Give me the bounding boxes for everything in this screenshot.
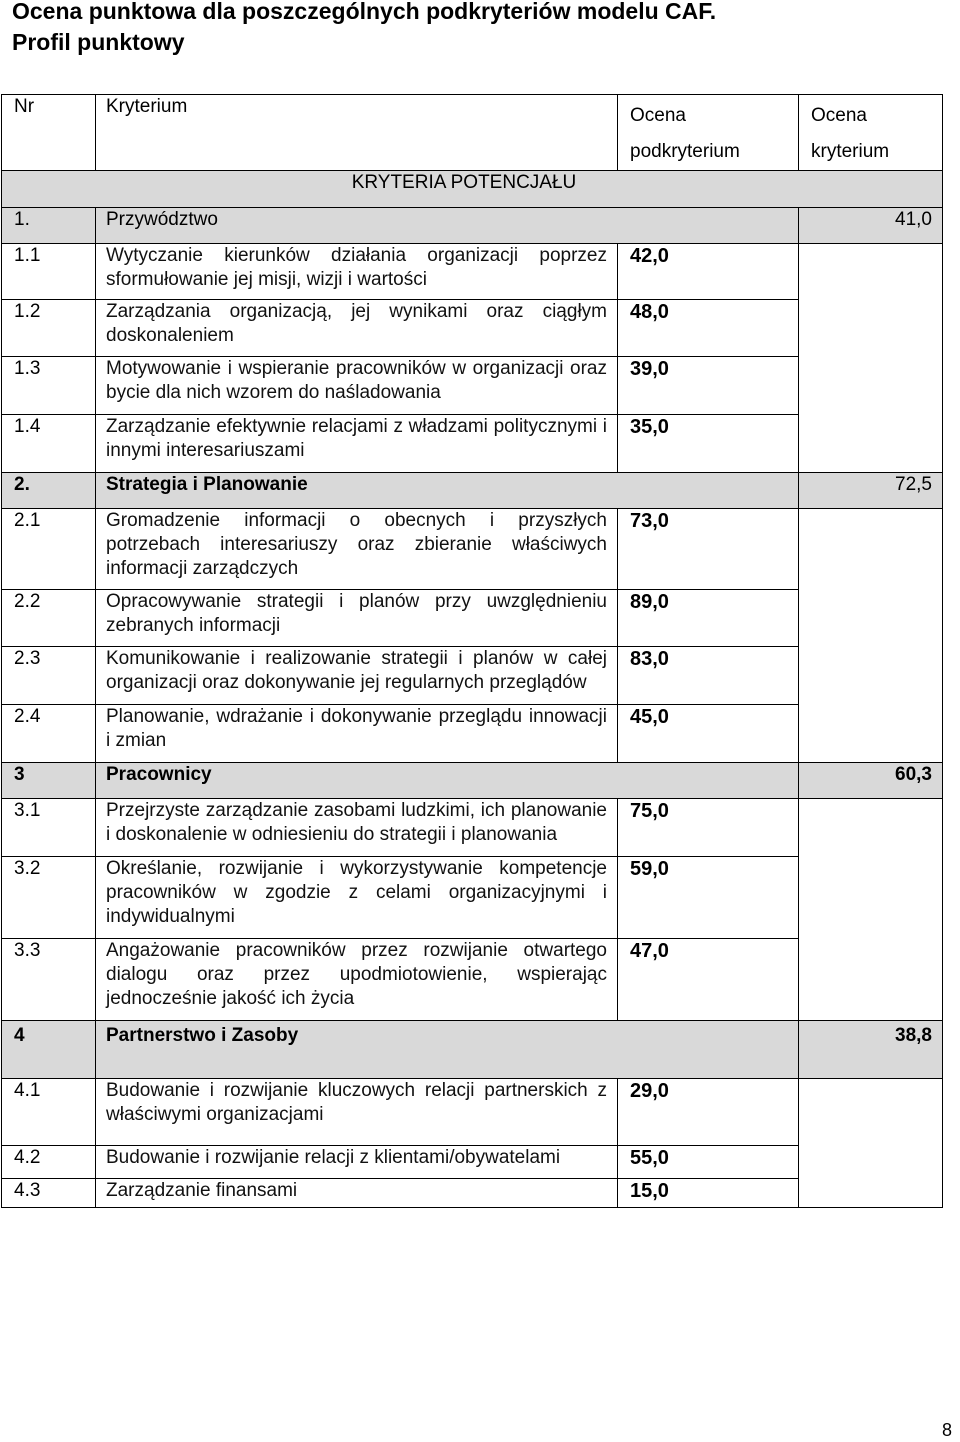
- subcriterion-number: 3.1: [2, 799, 96, 857]
- subcriterion-score: 35,0: [618, 415, 799, 473]
- potential-criteria-text: KRYTERIA POTENCJAŁU: [351, 172, 577, 193]
- title-line-2: Profil punktowy: [12, 29, 185, 55]
- criterion-score-cell: [799, 647, 943, 705]
- potential-criteria-label: [2, 171, 943, 208]
- criterion-score-cell: [799, 244, 943, 300]
- subcriterion-number: 4.2: [2, 1146, 96, 1179]
- subcriterion-score: 39,0: [618, 357, 799, 415]
- subcriterion-score: 47,0: [618, 939, 799, 1021]
- subcriterion-row: [2, 799, 943, 857]
- subcriterion-row: [2, 939, 943, 1021]
- section-score: 72,5: [799, 473, 943, 509]
- section-number: 4: [2, 1021, 96, 1079]
- criterion-score-cell: [799, 415, 943, 473]
- subcriterion-score: 29,0: [618, 1079, 799, 1146]
- subcriterion-score: 89,0: [618, 590, 799, 647]
- subcriterion-row: [2, 1146, 943, 1179]
- subcriterion-row: [2, 857, 943, 939]
- subcriterion-row: [2, 357, 943, 415]
- criterion-score-cell: [799, 705, 943, 763]
- subcriterion-name: Angażowanie pracowników przez rozwijanie otwartego dialogu oraz przez upodmiotowienie, wspierając jednocześnie jakość ich życia: [96, 939, 618, 1021]
- subcriterion-name: Planowanie, wdrażanie i dokonywanie przeglądu innowacji i zmian: [96, 705, 618, 763]
- caf-score-table: [1, 94, 943, 1208]
- subcriterion-score: 75,0: [618, 799, 799, 857]
- subcriterion-number: 2.2: [2, 590, 96, 647]
- subcriterion-row: [2, 1079, 943, 1146]
- section-name: Przywództwo: [96, 208, 799, 244]
- section-number: 2.: [2, 473, 96, 509]
- subcriterion-name: Przejrzyste zarządzanie zasobami ludzkimi, ich planowanie i doskonalenie w odniesieniu do strategii i planowania: [96, 799, 618, 857]
- subcriterion-name: Opracowywanie strategii i planów przy uwzględnieniu zebranych informacji: [96, 590, 618, 647]
- title-line-1: Ocena punktowa dla poszczególnych podkryteriów modelu CAF.: [12, 0, 717, 24]
- subcriterion-row: [2, 647, 943, 705]
- section-row: [2, 473, 943, 509]
- subcriterion-number: 3.2: [2, 857, 96, 939]
- header-ocena-podkryterium: Ocena podkryterium: [618, 95, 799, 171]
- criterion-score-cell: [799, 799, 943, 857]
- subcriterion-name: Zarządzanie efektywnie relacjami z władzami politycznymi i innymi interesariuszami: [96, 415, 618, 473]
- criterion-score-cell: [799, 590, 943, 647]
- section-number: 3: [2, 763, 96, 799]
- subcriterion-name: Budowanie i rozwijanie kluczowych relacji partnerskich z właściwymi organizacjami: [96, 1079, 618, 1146]
- header-ocena-kryterium: Ocena kryterium: [799, 95, 943, 171]
- subcriterion-number: 1.4: [2, 415, 96, 473]
- criterion-score-cell: [799, 857, 943, 939]
- subcriterion-name: Budowanie i rozwijanie relacji z klientami/obywatelami: [96, 1146, 618, 1179]
- criterion-score-cell: [799, 939, 943, 1021]
- subcriterion-name: Komunikowanie i realizowanie strategii i planów w całej organizacji oraz dokonywanie jej regularnych przeglądów: [96, 647, 618, 705]
- page-title: [12, 0, 942, 58]
- section-score: 38,8: [799, 1021, 943, 1079]
- subcriterion-name: Określanie, rozwijanie i wykorzystywanie kompetencje pracowników w zgodzie z celami organizacyjnymi i indywidualnymi: [96, 857, 618, 939]
- criterion-score-cell: [799, 300, 943, 357]
- section-score: 41,0: [799, 208, 943, 244]
- subcriterion-number: 4.1: [2, 1079, 96, 1146]
- subcriterion-row: [2, 415, 943, 473]
- page-number: 8: [941, 1420, 952, 1440]
- subcriterion-name: Gromadzenie informacji o obecnych i przyszłych potrzebach interesariuszy oraz zbieranie właściwych informacji zarządczych: [96, 509, 618, 590]
- subcriterion-row: [2, 705, 943, 763]
- section-name: Pracownicy: [96, 763, 799, 799]
- section-row: [2, 1021, 943, 1079]
- section-name: Strategia i Planowanie: [96, 473, 799, 509]
- subcriterion-name: Zarządzanie finansami: [96, 1179, 618, 1208]
- subcriterion-row: [2, 244, 943, 300]
- header-nr: Nr: [2, 95, 96, 171]
- subcriterion-score: 59,0: [618, 857, 799, 939]
- subcriterion-score: 55,0: [618, 1146, 799, 1179]
- subcriterion-number: 4.3: [2, 1179, 96, 1208]
- subcriterion-number: 1.1: [2, 244, 96, 300]
- subcriterion-score: 73,0: [618, 509, 799, 590]
- section-row: [2, 208, 943, 244]
- criterion-score-cell: [799, 1079, 943, 1146]
- subcriterion-row: [2, 300, 943, 357]
- section-row: [2, 763, 943, 799]
- section-name: Partnerstwo i Zasoby: [96, 1021, 799, 1079]
- subcriterion-row: [2, 590, 943, 647]
- subcriterion-score: 48,0: [618, 300, 799, 357]
- subcriterion-number: 2.1: [2, 509, 96, 590]
- subcriterion-score: 83,0: [618, 647, 799, 705]
- criterion-score-cell: [799, 357, 943, 415]
- subcriterion-number: 1.3: [2, 357, 96, 415]
- potential-criteria-row: [2, 171, 943, 208]
- subcriterion-row: [2, 1179, 943, 1208]
- table-header-row: [2, 95, 943, 171]
- subcriterion-number: 1.2: [2, 300, 96, 357]
- subcriterion-name: Motywowanie i wspieranie pracowników w organizacji oraz bycie dla nich wzorem do naśladowania: [96, 357, 618, 415]
- criterion-score-cell: [799, 1146, 943, 1179]
- subcriterion-number: 2.3: [2, 647, 96, 705]
- subcriterion-score: 42,0: [618, 244, 799, 300]
- criterion-score-cell: [799, 509, 943, 590]
- subcriterion-name: Wytyczanie kierunków działania organizacji poprzez sformułowanie jej misji, wizji i wartości: [96, 244, 618, 300]
- header-kryterium: Kryterium: [96, 95, 618, 171]
- section-number: 1.: [2, 208, 96, 244]
- subcriterion-name: Zarządzania organizacją, jej wynikami oraz ciągłym doskonaleniem: [96, 300, 618, 357]
- criterion-score-cell: [799, 1179, 943, 1208]
- subcriterion-score: 15,0: [618, 1179, 799, 1208]
- subcriterion-number: 3.3: [2, 939, 96, 1021]
- subcriterion-number: 2.4: [2, 705, 96, 763]
- subcriterion-row: [2, 509, 943, 590]
- subcriterion-score: 45,0: [618, 705, 799, 763]
- section-score: 60,3: [799, 763, 943, 799]
